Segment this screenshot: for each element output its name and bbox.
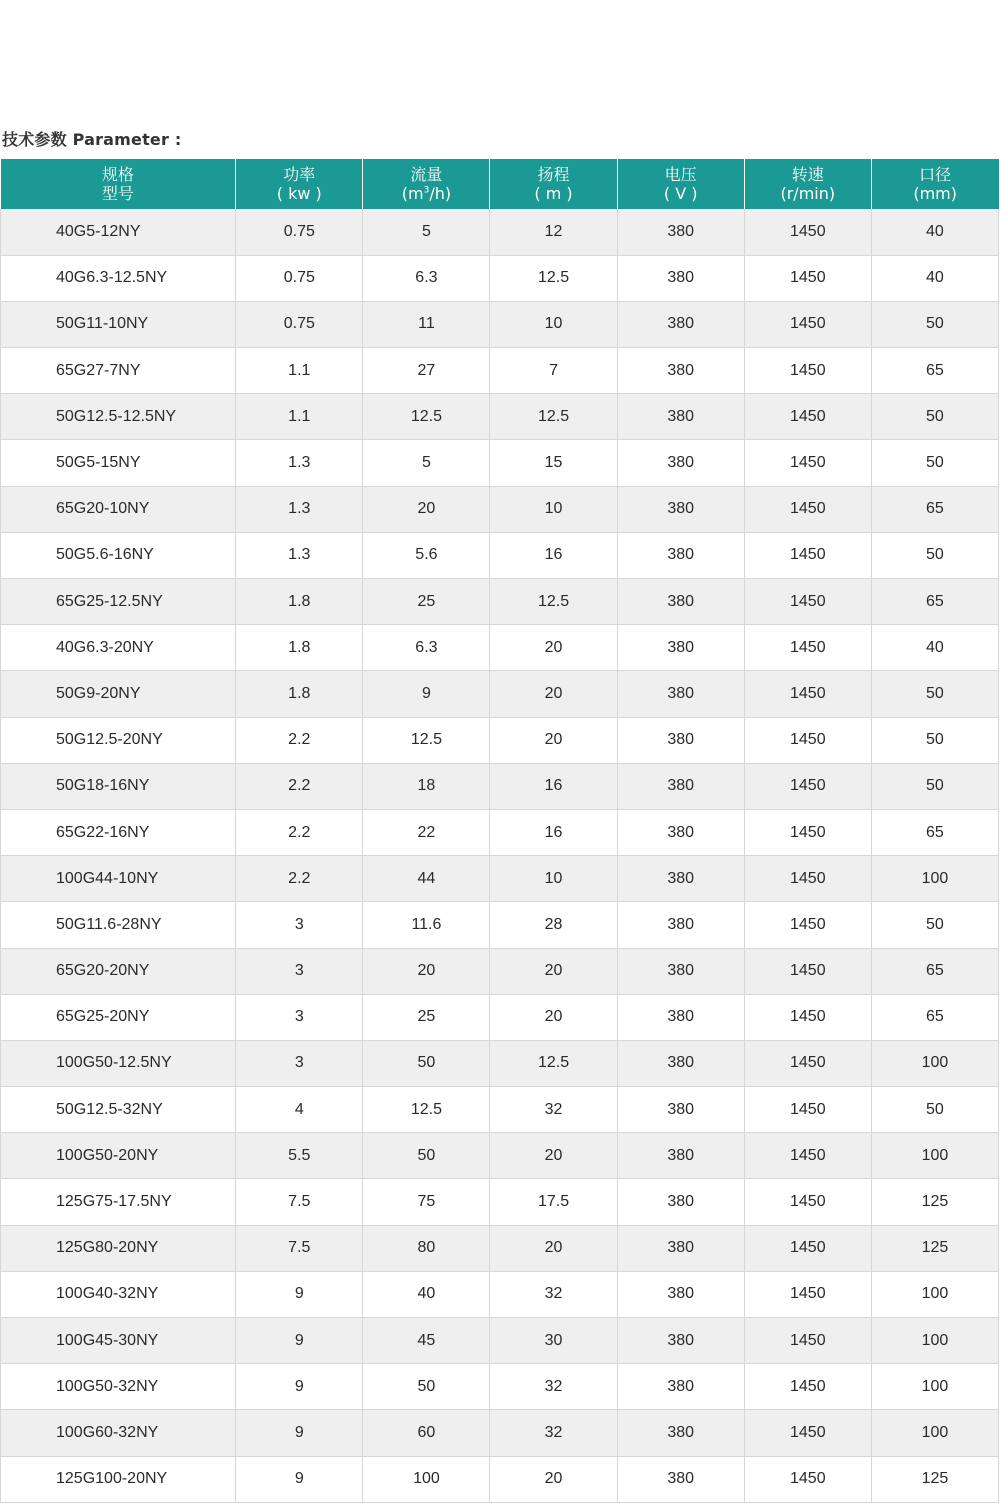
cell-power: 9 bbox=[236, 1456, 363, 1502]
cell-voltage: 380 bbox=[617, 902, 744, 948]
header-diameter bbox=[871, 159, 998, 209]
cell-model: 125G80-20NY bbox=[1, 1225, 236, 1271]
cell-diameter: 50 bbox=[871, 301, 998, 347]
cell-speed: 1450 bbox=[744, 1225, 871, 1271]
cell-voltage: 380 bbox=[617, 994, 744, 1040]
cell-voltage: 380 bbox=[617, 579, 744, 625]
cell-head: 12 bbox=[490, 209, 617, 255]
cell-model: 50G11-10NY bbox=[1, 301, 236, 347]
cell-diameter: 125 bbox=[871, 1225, 998, 1271]
cell-power: 1.3 bbox=[236, 532, 363, 578]
parameter-heading: 技术参数 Parameter : bbox=[2, 130, 182, 149]
cell-voltage: 380 bbox=[617, 486, 744, 532]
cell-flow: 11 bbox=[363, 301, 490, 347]
cell-flow: 20 bbox=[363, 948, 490, 994]
header-label: 功率 bbox=[283, 165, 316, 184]
cell-model: 100G50-32NY bbox=[1, 1364, 236, 1410]
cell-voltage: 380 bbox=[617, 301, 744, 347]
cell-model: 100G40-32NY bbox=[1, 1271, 236, 1317]
cell-speed: 1450 bbox=[744, 1040, 871, 1086]
cell-head: 32 bbox=[490, 1364, 617, 1410]
cell-model: 50G5.6-16NY bbox=[1, 532, 236, 578]
cell-head: 20 bbox=[490, 625, 617, 671]
table-row bbox=[1, 255, 999, 301]
cell-speed: 1450 bbox=[744, 1318, 871, 1364]
table-row bbox=[1, 486, 999, 532]
cell-flow: 5 bbox=[363, 440, 490, 486]
cell-voltage: 380 bbox=[617, 532, 744, 578]
cell-speed: 1450 bbox=[744, 579, 871, 625]
cell-diameter: 50 bbox=[871, 440, 998, 486]
cell-speed: 1450 bbox=[744, 1410, 871, 1456]
cell-diameter: 100 bbox=[871, 1133, 998, 1179]
cell-head: 12.5 bbox=[490, 1040, 617, 1086]
cell-power: 3 bbox=[236, 948, 363, 994]
cell-speed: 1450 bbox=[744, 394, 871, 440]
cell-head: 12.5 bbox=[490, 255, 617, 301]
cell-model: 65G25-20NY bbox=[1, 994, 236, 1040]
cell-speed: 1450 bbox=[744, 486, 871, 532]
cell-flow: 9 bbox=[363, 671, 490, 717]
cell-power: 7.5 bbox=[236, 1179, 363, 1225]
cell-power: 1.8 bbox=[236, 579, 363, 625]
header-voltage bbox=[617, 159, 744, 209]
header-unit: (mm) bbox=[913, 184, 957, 203]
cell-voltage: 380 bbox=[617, 1179, 744, 1225]
header-unit: 型号 bbox=[101, 184, 134, 203]
cell-diameter: 50 bbox=[871, 763, 998, 809]
cell-voltage: 380 bbox=[617, 1271, 744, 1317]
table-row bbox=[1, 440, 999, 486]
cell-model: 50G12.5-12.5NY bbox=[1, 394, 236, 440]
cell-flow: 50 bbox=[363, 1133, 490, 1179]
cell-power: 9 bbox=[236, 1410, 363, 1456]
cell-voltage: 380 bbox=[617, 856, 744, 902]
cell-head: 28 bbox=[490, 902, 617, 948]
cell-voltage: 380 bbox=[617, 1133, 744, 1179]
cell-power: 9 bbox=[236, 1271, 363, 1317]
header-label: 流量 bbox=[410, 165, 443, 184]
cell-model: 100G45-30NY bbox=[1, 1318, 236, 1364]
cell-model: 50G9-20NY bbox=[1, 671, 236, 717]
cell-power: 1.1 bbox=[236, 348, 363, 394]
cell-flow: 44 bbox=[363, 856, 490, 902]
cell-head: 16 bbox=[490, 532, 617, 578]
header-label: 转速 bbox=[791, 165, 824, 184]
cell-power: 3 bbox=[236, 902, 363, 948]
table-row bbox=[1, 1040, 999, 1086]
cell-diameter: 125 bbox=[871, 1456, 998, 1502]
cell-flow: 100 bbox=[363, 1456, 490, 1502]
cell-power: 1.3 bbox=[236, 486, 363, 532]
cell-flow: 75 bbox=[363, 1179, 490, 1225]
cell-voltage: 380 bbox=[617, 1225, 744, 1271]
cell-speed: 1450 bbox=[744, 625, 871, 671]
cell-model: 65G25-12.5NY bbox=[1, 579, 236, 625]
cell-model: 50G18-16NY bbox=[1, 763, 236, 809]
cell-model: 100G44-10NY bbox=[1, 856, 236, 902]
cell-flow: 11.6 bbox=[363, 902, 490, 948]
cell-head: 17.5 bbox=[490, 1179, 617, 1225]
cell-diameter: 65 bbox=[871, 486, 998, 532]
header-head bbox=[490, 159, 617, 209]
cell-flow: 18 bbox=[363, 763, 490, 809]
table-row bbox=[1, 1225, 999, 1271]
cell-power: 0.75 bbox=[236, 255, 363, 301]
cell-diameter: 50 bbox=[871, 671, 998, 717]
cell-diameter: 40 bbox=[871, 255, 998, 301]
cell-power: 0.75 bbox=[236, 301, 363, 347]
header-speed bbox=[744, 159, 871, 209]
cell-flow: 6.3 bbox=[363, 255, 490, 301]
table-row bbox=[1, 763, 999, 809]
cell-head: 20 bbox=[490, 1133, 617, 1179]
cell-flow: 27 bbox=[363, 348, 490, 394]
cell-flow: 25 bbox=[363, 994, 490, 1040]
cell-model: 65G27-7NY bbox=[1, 348, 236, 394]
cell-power: 9 bbox=[236, 1318, 363, 1364]
cell-voltage: 380 bbox=[617, 1318, 744, 1364]
cell-speed: 1450 bbox=[744, 1456, 871, 1502]
table-row bbox=[1, 625, 999, 671]
cell-power: 2.2 bbox=[236, 717, 363, 763]
cell-power: 1.1 bbox=[236, 394, 363, 440]
cell-power: 7.5 bbox=[236, 1225, 363, 1271]
cell-diameter: 50 bbox=[871, 902, 998, 948]
cell-diameter: 65 bbox=[871, 809, 998, 855]
cell-speed: 1450 bbox=[744, 440, 871, 486]
table-header bbox=[1, 159, 999, 209]
cell-speed: 1450 bbox=[744, 994, 871, 1040]
cell-power: 3 bbox=[236, 1040, 363, 1086]
cell-head: 16 bbox=[490, 809, 617, 855]
cell-voltage: 380 bbox=[617, 1087, 744, 1133]
cell-diameter: 50 bbox=[871, 717, 998, 763]
cell-speed: 1450 bbox=[744, 763, 871, 809]
cell-voltage: 380 bbox=[617, 717, 744, 763]
cell-voltage: 380 bbox=[617, 209, 744, 255]
cell-model: 40G6.3-20NY bbox=[1, 625, 236, 671]
cell-power: 4 bbox=[236, 1087, 363, 1133]
cell-diameter: 100 bbox=[871, 1271, 998, 1317]
table-row bbox=[1, 1364, 999, 1410]
cell-power: 3 bbox=[236, 994, 363, 1040]
table-row bbox=[1, 994, 999, 1040]
cell-flow: 12.5 bbox=[363, 1087, 490, 1133]
cell-power: 2.2 bbox=[236, 809, 363, 855]
cell-head: 32 bbox=[490, 1271, 617, 1317]
table-row bbox=[1, 1410, 999, 1456]
cell-speed: 1450 bbox=[744, 1271, 871, 1317]
cell-power: 1.8 bbox=[236, 625, 363, 671]
cell-diameter: 100 bbox=[871, 1040, 998, 1086]
cell-speed: 1450 bbox=[744, 1364, 871, 1410]
cell-model: 50G11.6-28NY bbox=[1, 902, 236, 948]
cell-head: 20 bbox=[490, 994, 617, 1040]
header-model bbox=[1, 159, 236, 209]
table-row bbox=[1, 209, 999, 255]
cell-flow: 5.6 bbox=[363, 532, 490, 578]
cell-voltage: 380 bbox=[617, 255, 744, 301]
cell-voltage: 380 bbox=[617, 809, 744, 855]
cell-voltage: 380 bbox=[617, 1410, 744, 1456]
table-row bbox=[1, 948, 999, 994]
cell-model: 125G75-17.5NY bbox=[1, 1179, 236, 1225]
cell-speed: 1450 bbox=[744, 948, 871, 994]
cell-flow: 12.5 bbox=[363, 394, 490, 440]
cell-diameter: 125 bbox=[871, 1179, 998, 1225]
cell-head: 20 bbox=[490, 948, 617, 994]
cell-flow: 50 bbox=[363, 1364, 490, 1410]
cell-speed: 1450 bbox=[744, 856, 871, 902]
cell-diameter: 50 bbox=[871, 1087, 998, 1133]
cell-model: 40G5-12NY bbox=[1, 209, 236, 255]
cell-speed: 1450 bbox=[744, 1179, 871, 1225]
cell-diameter: 100 bbox=[871, 856, 998, 902]
cell-head: 12.5 bbox=[490, 579, 617, 625]
cell-speed: 1450 bbox=[744, 255, 871, 301]
cell-model: 50G5-15NY bbox=[1, 440, 236, 486]
table-row bbox=[1, 809, 999, 855]
cell-flow: 50 bbox=[363, 1040, 490, 1086]
header-unit: (r/min) bbox=[780, 184, 836, 203]
cell-diameter: 100 bbox=[871, 1318, 998, 1364]
parameter-table bbox=[0, 159, 999, 1503]
header-power bbox=[236, 159, 363, 209]
cell-speed: 1450 bbox=[744, 301, 871, 347]
cell-speed: 1450 bbox=[744, 717, 871, 763]
cell-head: 10 bbox=[490, 301, 617, 347]
table-row bbox=[1, 1133, 999, 1179]
header-unit: ( m ) bbox=[534, 184, 573, 203]
table-row bbox=[1, 579, 999, 625]
table-row bbox=[1, 1179, 999, 1225]
cell-voltage: 380 bbox=[617, 440, 744, 486]
cell-head: 10 bbox=[490, 856, 617, 902]
cell-voltage: 380 bbox=[617, 1456, 744, 1502]
cell-diameter: 40 bbox=[871, 625, 998, 671]
cell-head: 12.5 bbox=[490, 394, 617, 440]
cell-flow: 22 bbox=[363, 809, 490, 855]
cell-model: 40G6.3-12.5NY bbox=[1, 255, 236, 301]
cell-diameter: 65 bbox=[871, 348, 998, 394]
table-row bbox=[1, 394, 999, 440]
cell-diameter: 50 bbox=[871, 394, 998, 440]
cell-head: 15 bbox=[490, 440, 617, 486]
cell-diameter: 65 bbox=[871, 948, 998, 994]
cell-speed: 1450 bbox=[744, 209, 871, 255]
cell-power: 0.75 bbox=[236, 209, 363, 255]
cell-voltage: 380 bbox=[617, 1040, 744, 1086]
cell-speed: 1450 bbox=[744, 809, 871, 855]
cell-diameter: 50 bbox=[871, 532, 998, 578]
cell-speed: 1450 bbox=[744, 1087, 871, 1133]
cell-head: 32 bbox=[490, 1087, 617, 1133]
cell-voltage: 380 bbox=[617, 625, 744, 671]
header-label: 规格 bbox=[101, 165, 134, 184]
cell-model: 50G12.5-32NY bbox=[1, 1087, 236, 1133]
header-unit: ( kw ) bbox=[276, 184, 322, 203]
header-unit: $(m^3/h)$ bbox=[401, 184, 452, 203]
cell-voltage: 380 bbox=[617, 394, 744, 440]
cell-model: 100G50-12.5NY bbox=[1, 1040, 236, 1086]
cell-power: 1.3 bbox=[236, 440, 363, 486]
header-unit: ( V ) bbox=[663, 184, 698, 203]
cell-diameter: 100 bbox=[871, 1364, 998, 1410]
header-label: 电压 bbox=[664, 165, 697, 184]
cell-model: 65G22-16NY bbox=[1, 809, 236, 855]
cell-flow: 40 bbox=[363, 1271, 490, 1317]
cell-model: 65G20-20NY bbox=[1, 948, 236, 994]
cell-power: 9 bbox=[236, 1364, 363, 1410]
cell-flow: 6.3 bbox=[363, 625, 490, 671]
cell-head: 20 bbox=[490, 717, 617, 763]
cell-diameter: 65 bbox=[871, 579, 998, 625]
table-row bbox=[1, 301, 999, 347]
cell-model: 100G60-32NY bbox=[1, 1410, 236, 1456]
cell-model: 100G50-20NY bbox=[1, 1133, 236, 1179]
table-row bbox=[1, 348, 999, 394]
cell-model: 50G12.5-20NY bbox=[1, 717, 236, 763]
cell-head: 20 bbox=[490, 671, 617, 717]
cell-power: 2.2 bbox=[236, 763, 363, 809]
cell-power: 1.8 bbox=[236, 671, 363, 717]
cell-flow: 25 bbox=[363, 579, 490, 625]
cell-flow: 45 bbox=[363, 1318, 490, 1364]
table-body bbox=[1, 209, 999, 1502]
cell-speed: 1450 bbox=[744, 1133, 871, 1179]
cell-head: 7 bbox=[490, 348, 617, 394]
table-row bbox=[1, 717, 999, 763]
table-row bbox=[1, 671, 999, 717]
cell-speed: 1450 bbox=[744, 902, 871, 948]
cell-model: 125G100-20NY bbox=[1, 1456, 236, 1502]
cell-speed: 1450 bbox=[744, 532, 871, 578]
table-row bbox=[1, 1456, 999, 1502]
cell-diameter: 100 bbox=[871, 1410, 998, 1456]
cell-voltage: 380 bbox=[617, 671, 744, 717]
header-label: 扬程 bbox=[537, 165, 570, 184]
cell-head: 16 bbox=[490, 763, 617, 809]
cell-voltage: 380 bbox=[617, 763, 744, 809]
table-row bbox=[1, 1087, 999, 1133]
table-row bbox=[1, 1271, 999, 1317]
table-row bbox=[1, 902, 999, 948]
table-row bbox=[1, 532, 999, 578]
cell-voltage: 380 bbox=[617, 1364, 744, 1410]
cell-diameter: 65 bbox=[871, 994, 998, 1040]
cell-head: 20 bbox=[490, 1456, 617, 1502]
cell-speed: 1450 bbox=[744, 348, 871, 394]
cell-voltage: 380 bbox=[617, 348, 744, 394]
cell-head: 20 bbox=[490, 1225, 617, 1271]
cell-speed: 1450 bbox=[744, 671, 871, 717]
cell-flow: 5 bbox=[363, 209, 490, 255]
cell-flow: 60 bbox=[363, 1410, 490, 1456]
cell-flow: 80 bbox=[363, 1225, 490, 1271]
header-row bbox=[1, 159, 999, 209]
cell-head: 32 bbox=[490, 1410, 617, 1456]
cell-flow: 12.5 bbox=[363, 717, 490, 763]
cell-diameter: 40 bbox=[871, 209, 998, 255]
table-row bbox=[1, 1318, 999, 1364]
cell-power: 2.2 bbox=[236, 856, 363, 902]
cell-head: 30 bbox=[490, 1318, 617, 1364]
cell-flow: 20 bbox=[363, 486, 490, 532]
header-flow bbox=[363, 159, 490, 209]
cell-voltage: 380 bbox=[617, 948, 744, 994]
header-label: 口径 bbox=[919, 165, 952, 184]
table-row bbox=[1, 856, 999, 902]
cell-power: 5.5 bbox=[236, 1133, 363, 1179]
cell-head: 10 bbox=[490, 486, 617, 532]
cell-model: 65G20-10NY bbox=[1, 486, 236, 532]
